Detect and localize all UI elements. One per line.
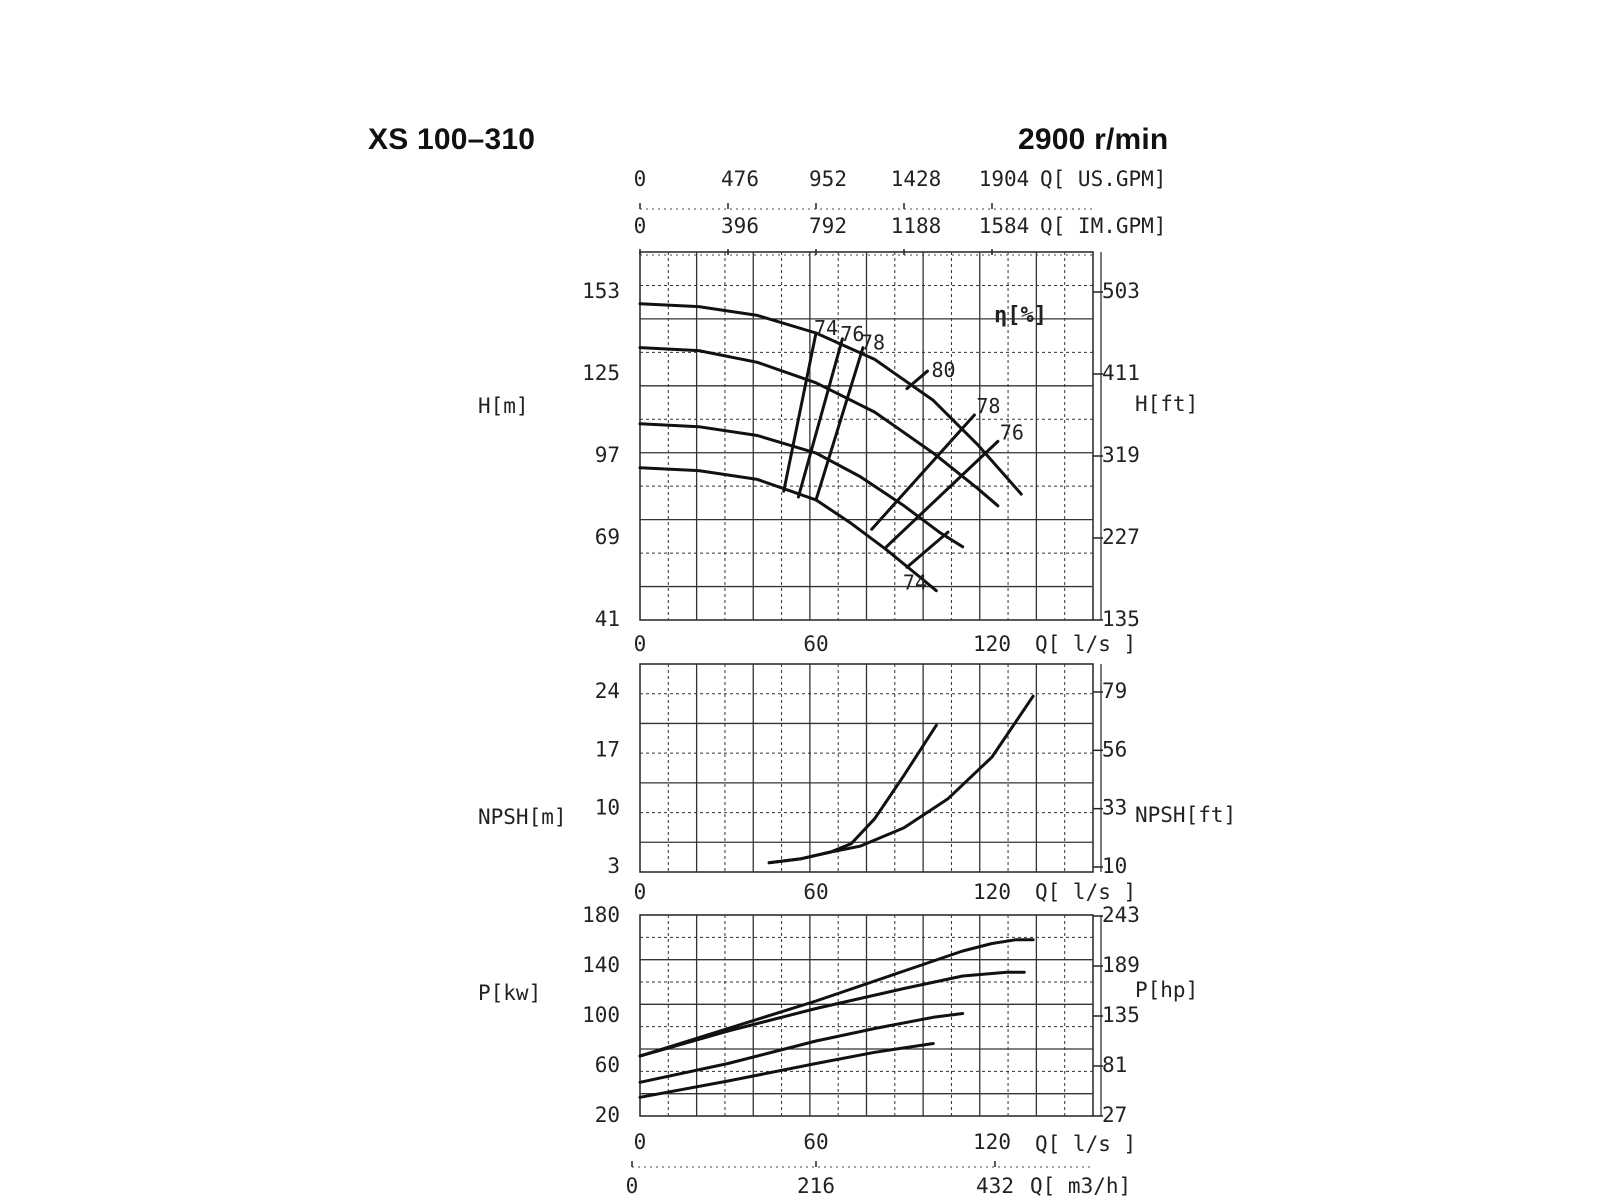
- head-left-tick: 97: [594, 443, 620, 467]
- efficiency-label: 80: [931, 358, 956, 383]
- npsh-left-tick: 3: [607, 854, 620, 878]
- head-left-tick: 125: [582, 361, 620, 385]
- power-left-tick: 100: [582, 1003, 620, 1027]
- head-axis-label: H[m]: [478, 394, 529, 418]
- power-left-tick: 60: [594, 1053, 620, 1077]
- head-x-tick: 120: [973, 632, 1011, 656]
- efficiency-label: 74: [902, 570, 928, 595]
- efficiency-label: 76: [840, 321, 865, 346]
- top-scale-label: Q[ US.GPM]: [1040, 167, 1167, 191]
- head-left-tick: 153: [582, 279, 620, 303]
- efficiency-label: 74: [814, 316, 839, 340]
- npsh-left-tick: 10: [594, 795, 620, 820]
- bottom-scale-tick: 216: [797, 1174, 835, 1198]
- power-x-tick: 120: [973, 1130, 1011, 1154]
- top-scale-tick: 952: [809, 167, 847, 191]
- bottom-scale-label: Q[ m3/h]: [1030, 1174, 1132, 1198]
- power-axis-label: P[kw]: [478, 981, 542, 1005]
- power-left-tick: 20: [594, 1103, 620, 1127]
- head-x-tick: 60: [803, 632, 829, 656]
- power-curve-2: [640, 972, 1024, 1056]
- power-axis-label: Q[ l/s ]: [1035, 1132, 1137, 1156]
- top-scale-tick: 1584: [978, 214, 1030, 238]
- npsh-x-tick: 60: [803, 880, 829, 904]
- efficiency-line-74: [784, 333, 816, 491]
- npsh-left-tick: 24: [594, 679, 620, 703]
- npsh-right-tick: 10: [1102, 854, 1128, 878]
- npsh-right-tick: 79: [1102, 679, 1128, 703]
- efficiency-label: 76: [999, 420, 1024, 445]
- head-right-tick: 411: [1102, 361, 1140, 385]
- pump-model-title: XS 100–310: [368, 123, 536, 156]
- npsh-axis-label: Q[ l/s ]: [1035, 880, 1137, 904]
- head-right-tick: 227: [1102, 525, 1140, 549]
- npsh-x-tick: 120: [973, 880, 1011, 904]
- power-left-tick: 180: [582, 903, 620, 927]
- top-scale-tick: 0: [633, 167, 647, 191]
- bottom-scale-tick: 432: [976, 1174, 1014, 1198]
- npsh-axis-label: NPSH[ft]: [1135, 803, 1237, 827]
- top-scale-tick: 792: [809, 214, 847, 238]
- power-right-tick: 27: [1102, 1103, 1128, 1127]
- head-right-tick: 135: [1102, 607, 1140, 631]
- rotational-speed-label: 2900 r/min: [1018, 123, 1169, 156]
- power-x-tick: 60: [803, 1130, 829, 1154]
- head-axis-label: Q[ l/s ]: [1035, 632, 1137, 656]
- head-right-tick: 503: [1102, 279, 1140, 303]
- top-scale-tick: 476: [721, 167, 759, 191]
- npsh-left-tick: 17: [594, 737, 620, 762]
- head-left-tick: 69: [594, 525, 620, 549]
- npsh-axis-label: NPSH[m]: [478, 805, 567, 829]
- power-x-tick: 0: [633, 1130, 647, 1154]
- head-right-tick: 319: [1102, 443, 1140, 467]
- top-scale-tick: 1428: [890, 167, 942, 191]
- bottom-scale-tick: 0: [625, 1174, 639, 1198]
- top-scale-tick: 1188: [890, 214, 942, 238]
- head-x-tick: 0: [633, 632, 647, 656]
- head-left-tick: 41: [594, 607, 620, 631]
- power-right-tick: 189: [1102, 953, 1140, 977]
- top-scale-tick: 396: [721, 214, 759, 238]
- top-scale-tick: 0: [633, 214, 647, 238]
- efficiency-label: 78: [860, 330, 886, 355]
- head-axis-label: H[ft]: [1135, 392, 1199, 416]
- efficiency-label: 78: [976, 394, 1001, 418]
- power-right-tick: 243: [1102, 903, 1140, 927]
- power-right-tick: 135: [1102, 1003, 1140, 1027]
- power-curve-4: [640, 1044, 933, 1098]
- power-right-tick: 81: [1102, 1053, 1128, 1077]
- npsh-right-tick: 56: [1102, 737, 1128, 762]
- top-scale-tick: 1904: [978, 167, 1030, 191]
- power-left-tick: 140: [582, 953, 620, 977]
- efficiency-line-76: [798, 339, 842, 497]
- npsh-grid: [640, 664, 1093, 872]
- efficiency-unit-label: η[%]: [994, 303, 1047, 328]
- npsh-right-tick: 33: [1102, 795, 1128, 820]
- top-scale-label: Q[ IM.GPM]: [1040, 214, 1167, 238]
- efficiency-line-74: [907, 532, 948, 567]
- npsh-x-tick: 0: [633, 880, 647, 904]
- efficiency-line-78: [816, 348, 863, 500]
- power-curve-3: [640, 1014, 963, 1083]
- power-axis-label: P[hp]: [1135, 978, 1199, 1002]
